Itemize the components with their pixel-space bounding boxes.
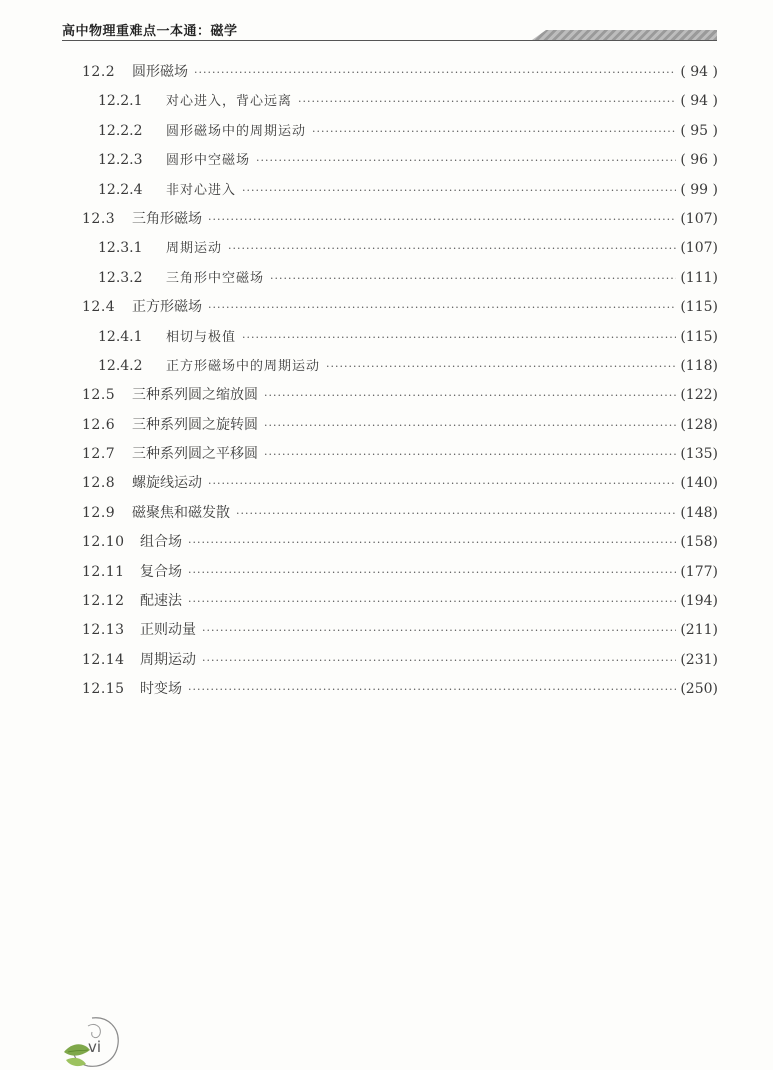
leader-dots — [188, 587, 676, 616]
toc-entry — [82, 469, 718, 498]
section-title: 组合场 — [140, 534, 182, 551]
toc-entry — [82, 176, 718, 205]
leader-dots — [236, 499, 676, 528]
section-title: 正则动量 — [140, 622, 196, 639]
leader-dots — [188, 528, 676, 557]
toc-entry — [82, 234, 718, 263]
toc-entry — [82, 264, 718, 293]
page-ref: (231) — [680, 651, 718, 668]
page-ref: (122) — [680, 387, 718, 404]
toc-entry — [82, 205, 718, 234]
page-ref: (107) — [680, 210, 718, 227]
section-number: 12.4.2 — [98, 357, 143, 374]
section-number: 12.15 — [82, 681, 125, 698]
section-number: 12.4 — [82, 299, 116, 316]
section-title: 周期运动 — [166, 241, 223, 257]
page-ref: (107) — [680, 240, 718, 257]
page-ref: (158) — [680, 534, 718, 551]
page-number: vi — [88, 1038, 102, 1056]
section-number: 12.13 — [82, 622, 125, 639]
toc-entry — [82, 646, 718, 675]
leader-dots — [242, 323, 676, 352]
toc-entry — [82, 323, 718, 352]
section-title: 圆形磁场中的周期运动 — [166, 123, 307, 139]
toc-entry — [82, 440, 718, 469]
section-number: 12.11 — [82, 563, 125, 580]
leader-dots — [312, 117, 676, 146]
section-number: 12.3.1 — [98, 240, 143, 257]
toc-entry — [82, 616, 718, 645]
section-title: 正方形磁场中的周期运动 — [166, 358, 321, 374]
leader-dots — [256, 146, 676, 175]
toc-entry — [82, 411, 718, 440]
page-ref: (115) — [680, 328, 718, 345]
leader-dots — [208, 205, 676, 234]
page-ref: (118) — [680, 357, 718, 374]
section-number: 12.9 — [82, 504, 116, 521]
leader-dots — [270, 264, 676, 293]
section-number: 12.2.2 — [98, 122, 143, 139]
section-title: 螺旋线运动 — [132, 475, 202, 492]
toc-entry — [82, 381, 718, 410]
leader-dots — [326, 352, 676, 381]
toc-entry — [82, 587, 718, 616]
section-number: 12.2.3 — [98, 152, 143, 169]
table-of-contents — [82, 58, 718, 705]
section-title: 正方形磁场 — [132, 299, 202, 316]
section-title: 周期运动 — [140, 651, 196, 668]
page-ref: (135) — [680, 446, 718, 463]
running-header — [62, 18, 717, 41]
toc-entry — [82, 675, 718, 704]
section-number: 12.12 — [82, 593, 125, 610]
section-title: 对心进入，背心远离 — [166, 94, 293, 110]
section-number: 12.10 — [82, 534, 125, 551]
section-title: 配速法 — [140, 593, 182, 610]
leader-dots — [188, 558, 676, 587]
leader-dots — [188, 675, 676, 704]
page-ref: (115) — [680, 299, 718, 316]
leader-dots — [194, 58, 676, 87]
section-title: 磁聚焦和磁发散 — [132, 504, 230, 521]
toc-entry — [82, 58, 718, 87]
page-ref: (111) — [680, 269, 718, 286]
section-number: 12.6 — [82, 416, 116, 433]
page-ref: (211) — [680, 622, 718, 639]
toc-entry — [82, 499, 718, 528]
section-title: 复合场 — [140, 563, 182, 580]
leader-dots — [242, 176, 676, 205]
section-title: 相切与极值 — [166, 329, 237, 345]
header-decorative-bar — [532, 30, 717, 40]
toc-entry — [82, 146, 718, 175]
toc-entry — [82, 528, 718, 557]
section-number: 12.8 — [82, 475, 116, 492]
section-number: 12.7 — [82, 446, 116, 463]
section-number: 12.3.2 — [98, 269, 143, 286]
section-title: 三种系列圆之旋转圆 — [132, 416, 258, 433]
section-number: 12.14 — [82, 651, 125, 668]
section-number: 12.2 — [82, 64, 116, 80]
page-ref: ( 94 ) — [680, 93, 718, 110]
section-title: 三角形中空磁场 — [166, 270, 265, 286]
section-title: 时变场 — [140, 681, 182, 698]
toc-entry — [82, 352, 718, 381]
section-title: 圆形中空磁场 — [166, 153, 251, 169]
leader-dots — [264, 440, 676, 469]
toc-entry — [82, 117, 718, 146]
leader-dots — [298, 87, 676, 116]
page-ref: (140) — [680, 475, 718, 492]
section-number: 12.5 — [82, 387, 116, 404]
section-number: 12.2.4 — [98, 181, 143, 198]
leader-dots — [208, 293, 676, 322]
page-ref: (177) — [680, 563, 718, 580]
book-title: 高中物理重难点一本通：磁学 — [62, 24, 238, 39]
page-ref: ( 96 ) — [680, 152, 718, 169]
page-ref: ( 94 ) — [680, 64, 718, 80]
page-ref: (128) — [680, 416, 718, 433]
section-title: 三种系列圆之平移圆 — [132, 446, 258, 463]
section-number: 12.4.1 — [98, 328, 143, 345]
page-ref: ( 95 ) — [680, 122, 718, 139]
leader-dots — [264, 381, 676, 410]
section-number: 12.3 — [82, 210, 116, 227]
toc-entry — [82, 293, 718, 322]
page-ref: (250) — [680, 681, 718, 698]
leader-dots — [228, 234, 676, 263]
leader-dots — [264, 411, 676, 440]
leader-dots — [202, 616, 676, 645]
leader-dots — [208, 469, 676, 498]
toc-entry — [82, 87, 718, 116]
section-title: 三角形磁场 — [132, 210, 202, 227]
section-title: 圆形磁场 — [132, 64, 188, 80]
toc-entry — [82, 558, 718, 587]
section-title: 三种系列圆之缩放圆 — [132, 387, 258, 404]
page-ref: (194) — [680, 593, 718, 610]
leader-dots — [202, 646, 676, 675]
section-number: 12.2.1 — [98, 93, 143, 110]
section-title: 非对心进入 — [166, 182, 237, 198]
page-ref: (148) — [680, 504, 718, 521]
page-ref: ( 99 ) — [680, 181, 718, 198]
